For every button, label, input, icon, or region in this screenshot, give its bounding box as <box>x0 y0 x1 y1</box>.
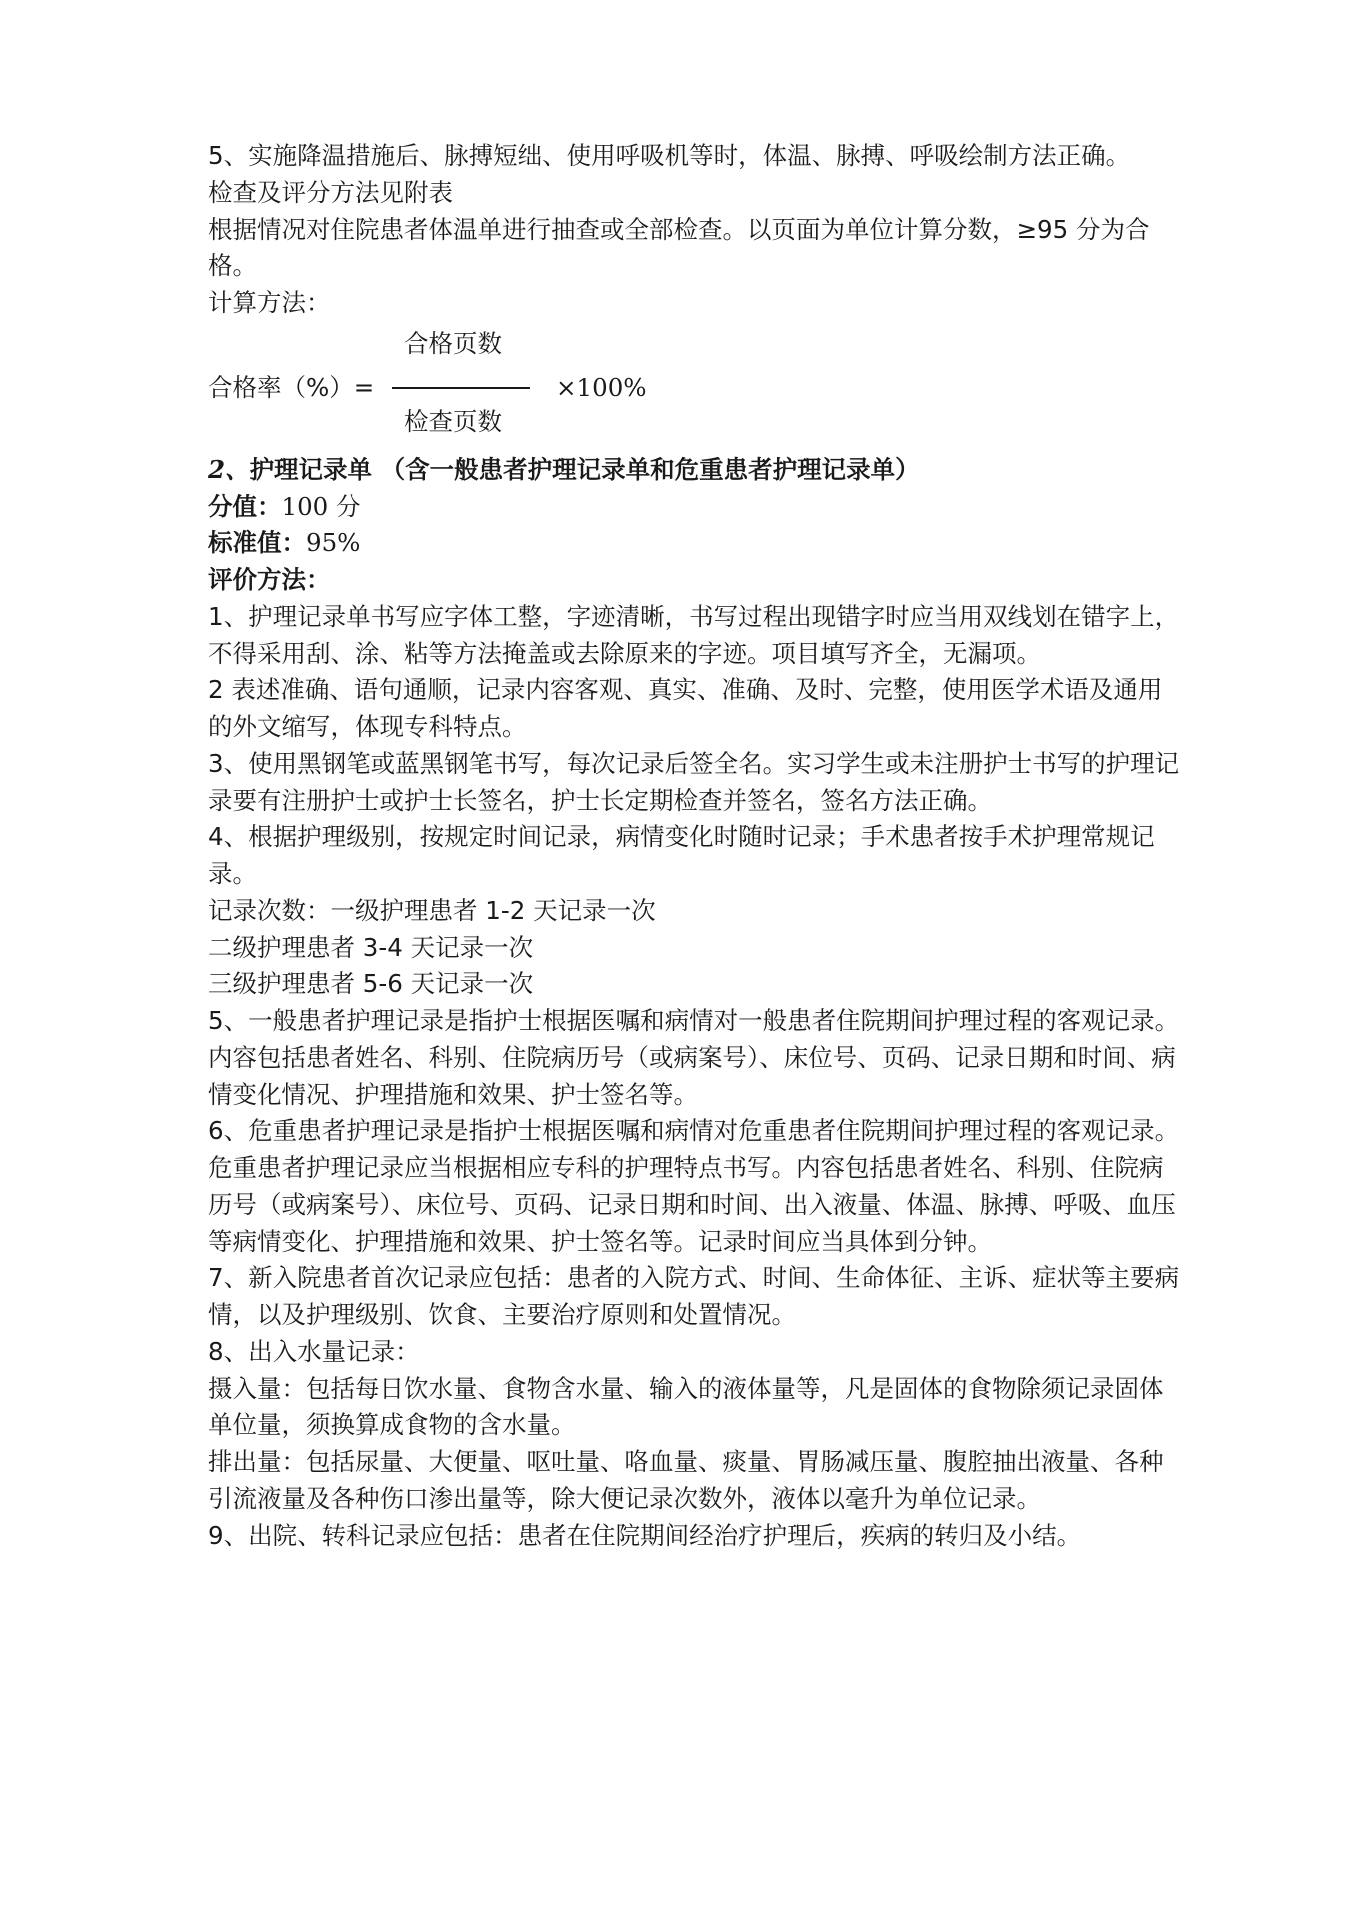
fluid-intake: 摄入量：包括每日饮水量、食物含水量、输入的液体量等，凡是固体的食物除须记录固体单位量，须换算成食物的含水量。 <box>208 1373 1164 1440</box>
item-6-critical-record: 6、危重患者护理记录是指护士根据医嘱和病情对危重患者住院期间护理过程的客观记录。危重患者护理记录应当根据相应专科的护理特点书写。内容包括患者姓名、科别、住院病历号（或病案号）、床位号、页码、记录日期和时间、出入液量、体温、脉搏、呼吸、血压等病情变化、护理措施和效果、护士签名等。记录时间应当具体到分钟。 <box>208 1116 1180 1256</box>
item-5-general-record: 5、一般患者护理记录是指护士根据医嘱和病情对一般患者住院期间护理过程的客观记录。内容包括患者姓名、科别、住院病历号（或病案号）、床位号、页码、记录日期和时间、病情变化情况、护理措施和效果、护士签名等。 <box>208 1006 1180 1109</box>
paragraph-inspection-method: 根据情况对住院患者体温单进行抽查或全部检查。以页面为单位计算分数，≥95 分为合格。 <box>208 214 1150 281</box>
formula-numerator: 合格页数 <box>404 328 502 358</box>
method-label: 评价方法： <box>208 565 331 594</box>
item-8-fluid-record: 8、出入水量记录： <box>208 1336 420 1366</box>
paragraph-calculation-label: 计算方法： <box>208 288 331 317</box>
paragraph-scoring-reference: 检查及评分方法见附表 <box>208 177 453 207</box>
item-3-pen-signature: 3、使用黑钢笔或蓝黑钢笔书写，每次记录后签全名。实习学生或未注册护士书写的护理记录要有注册护士或护士长签名，护士长定期检查并签名，签名方法正确。 <box>208 748 1180 815</box>
record-frequency-level-2: 二级护理患者 3-4 天记录一次 <box>208 932 534 962</box>
score-row <box>208 489 1183 526</box>
formula-multiplier: ×100% <box>556 372 647 402</box>
item-1-handwriting: 1、护理记录单书写应字体工整，字迹清晰，书写过程出现错字时应当用双线划在错字上，不得采用刮、涂、粘等方法掩盖或去除原来的字迹。项目填写齐全，无漏项。 <box>208 601 1180 668</box>
item-7-admission-record: 7、新入院患者首次记录应包括：患者的入院方式、时间、生命体征、主诉、症状等主要病情，以及护理级别、饮食、主要治疗原则和处置情况。 <box>208 1263 1180 1329</box>
paragraph-temperature-drawing: 5、实施降温措施后、脉搏短绌、使用呼吸机等时，体温、脉搏、呼吸绘制方法正确。 <box>208 141 1131 170</box>
standard-row <box>208 525 1183 562</box>
score-value: 100 分 <box>281 491 361 521</box>
record-frequency-level-1: 记录次数：一级护理患者 1-2 天记录一次 <box>208 895 656 925</box>
section-heading <box>208 452 1183 489</box>
record-frequency-level-3: 三级护理患者 5-6 天记录一次 <box>208 969 534 999</box>
document-body <box>208 138 1183 1554</box>
fluid-output: 排出量：包括尿量、大便量、呕吐量、咯血量、痰量、胃肠减压量、腹腔抽出液量、各种引流液量及各种伤口渗出量等，除大便记录次数外，液体以毫升为单位记录。 <box>208 1447 1164 1513</box>
section-title: 护理记录单 （含一般患者护理记录单和危重患者护理记录单） <box>249 454 920 484</box>
fraction-bar <box>392 387 530 389</box>
item-2-expression: 2 表述准确、语句通顺，记录内容客观、真实、准确、及时、完整，使用医学术语及通用的外文缩写，体现专科特点。 <box>208 675 1163 741</box>
item-9-discharge-record: 9、出院、转科记录应包括：患者在住院期间经治疗护理后，疾病的转归及小结。 <box>208 1520 1082 1550</box>
formula-denominator: 检查页数 <box>404 406 502 436</box>
pass-rate-formula <box>208 326 1183 448</box>
standard-label: 标准值： <box>208 528 306 558</box>
section-number: 2、 <box>208 454 250 484</box>
method-row <box>208 562 1183 599</box>
formula-label: 合格率（%）= <box>208 372 375 402</box>
score-label: 分值： <box>208 491 282 521</box>
item-4-record-timing: 4、根据护理级别，按规定时间记录，病情变化时随时记录；手术患者按手术护理常规记录。 <box>208 822 1155 888</box>
standard-value: 95% <box>306 528 361 558</box>
